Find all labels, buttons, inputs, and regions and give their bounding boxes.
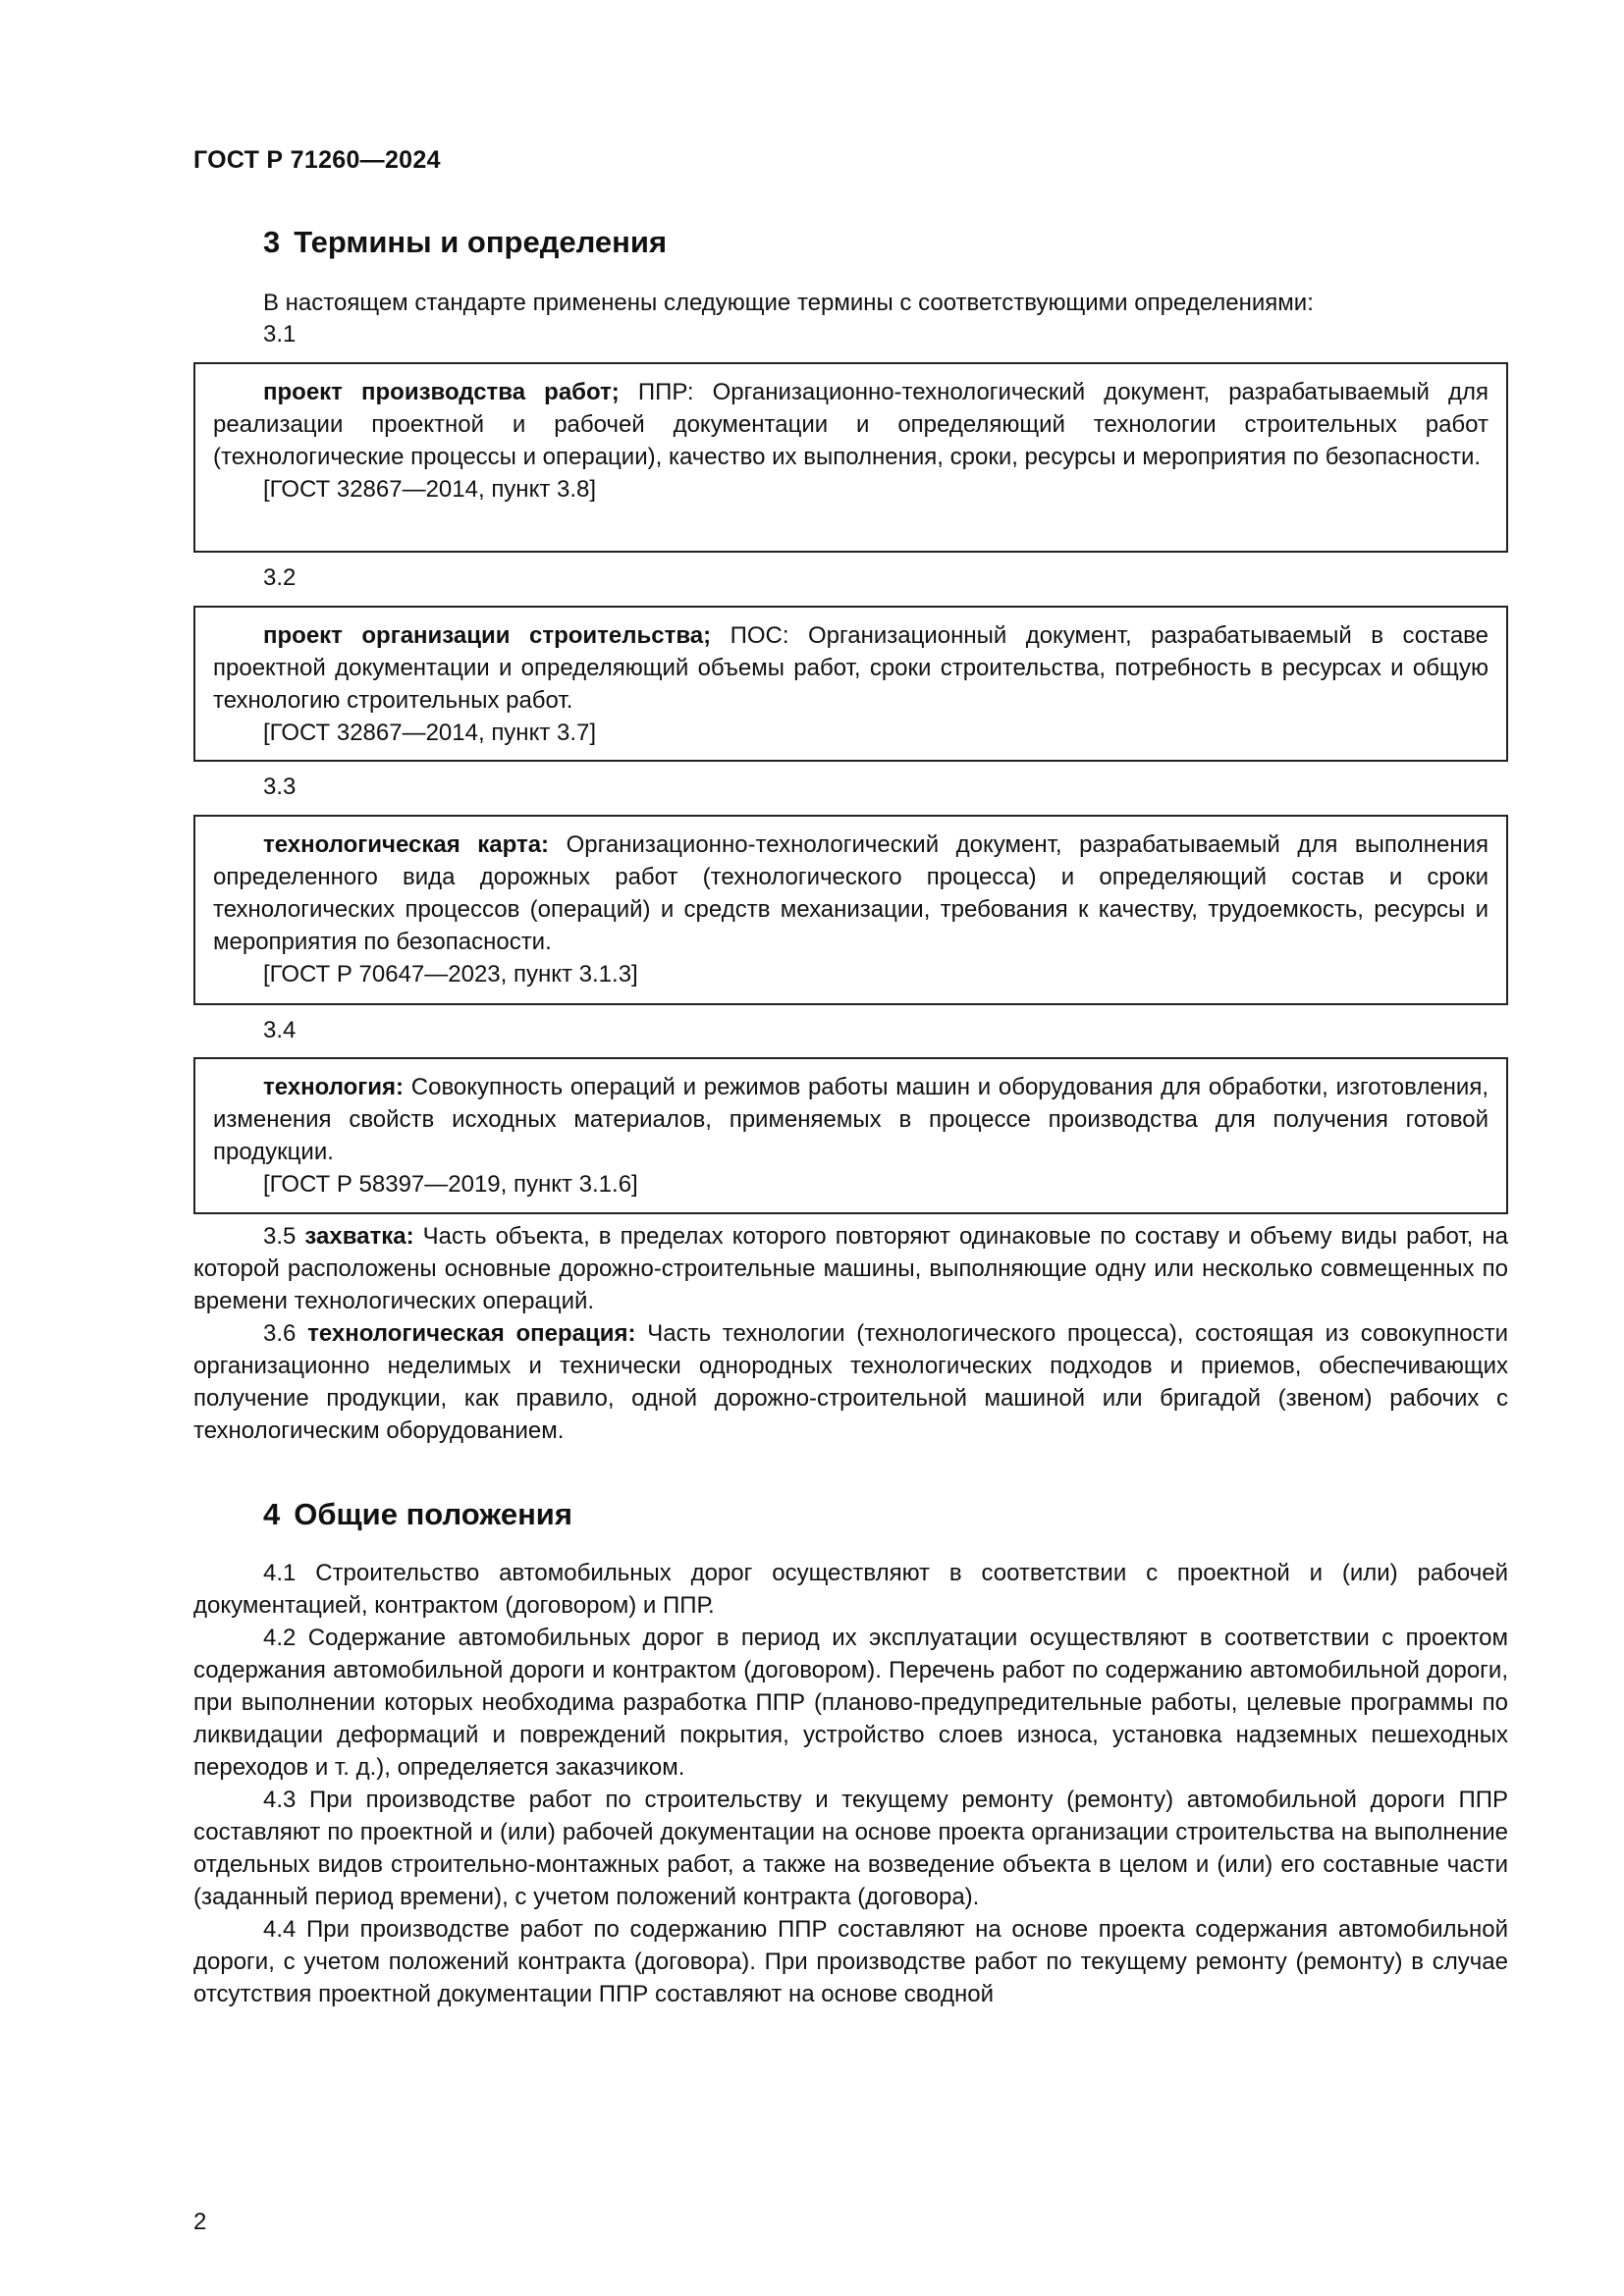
paragraph-4-1: 4.1 Строительство автомобильных дорог осуществляют в соответствии с проектной и (или) рабочей документацией, контрактом (договором) и ППР. — [193, 1560, 1508, 1619]
term-box — [193, 1057, 1508, 1214]
term-text: ППР: Организационно-технологический документ, разрабатываемый для реализации проектной и рабочей документации и определяющий технологии строительных работ (технологические процессы и операции), качество их выполнения, сроки, ресурсы и мероприятия по безопасности. — [213, 379, 1489, 470]
section-4-paragraphs — [193, 1557, 1508, 2010]
term-name: захватка: — [304, 1223, 414, 1250]
section-3-number: 3 — [263, 225, 281, 259]
term-definition — [213, 376, 1489, 473]
term-number: 3.2 — [263, 564, 297, 591]
section-4-title: Общие положения — [294, 1497, 572, 1531]
term-box — [193, 362, 1508, 553]
section-3-heading — [263, 225, 667, 260]
paragraph-4-4: 4.4 При производстве работ по содержанию ППР составляют на основе проекта содержания автомобильной дороги, с учетом положений контракта (договора). При производстве работ по текущему ремонту (ремонту) в случае отсутствия проектной документации ППР составляют на основе сводной — [193, 1916, 1508, 2007]
term-name: технология: — [263, 1074, 405, 1100]
term-definition — [213, 619, 1489, 717]
term-source: [ГОСТ Р 70647—2023, пункт 3.1.3] — [263, 961, 638, 988]
term-text: ПОС: Организационный документ, разрабатываемый в составе проектной документации и определяющий объемы работ, сроки строительства, потребность в ресурсах и общую технологию строительных работ. — [213, 622, 1489, 714]
term-text: Часть технологии (технологического процесса), состоящая из совокупности организационно неделимых и технически однородных технологических подходов и приемов, обеспечивающих получение продукции, как правило, одной дорожно-строительной машиной или бригадой (звеном) рабочих с технологическим оборудованием. — [193, 1320, 1509, 1444]
term-definition — [213, 828, 1489, 958]
term-number: 3.1 — [263, 321, 297, 347]
section-4-heading — [263, 1497, 572, 1532]
paragraph-number: 3.5 — [263, 1223, 305, 1250]
section-3-title: Термины и определения — [294, 225, 668, 259]
section-4-number: 4 — [263, 1497, 281, 1531]
document-code: ГОСТ Р 71260—2024 — [193, 146, 441, 174]
term-number: 3.3 — [263, 774, 297, 800]
paragraph-4-2: 4.2 Содержание автомобильных дорог в период их эксплуатации осуществляют в соответствии с проектом содержания автомобильной дороги и контрактом (договором). Перечень работ по содержанию автомобильной дороги, при выполнении которых необходима разработка ППР (планово-предупредительные работы, целевые программы по ликвидации деформаций и повреждений покрытия, устройство слоев износа, установка надземных пешеходных переходов и т. д.), определяется заказчиком. — [193, 1625, 1508, 1781]
term-name: проект организации строительства; — [263, 622, 712, 649]
term-text: Часть объекта, в пределах которого повторяют одинаковые по составу и объему виды работ, на которой расположены основные дорожно-строительные машины, выполняющие одну или несколько совмещенных по времени технологических операций. — [193, 1223, 1508, 1314]
paragraph-3-5 — [193, 1220, 1508, 1317]
term-source: [ГОСТ Р 58397—2019, пункт 3.1.6] — [263, 1171, 638, 1198]
section-3-paragraphs — [193, 1220, 1508, 1447]
term-name: технологическая карта: — [263, 831, 550, 858]
term-number: 3.4 — [263, 1017, 297, 1043]
term-name: технологическая операция: — [307, 1320, 636, 1347]
paragraph-number: 3.6 — [263, 1320, 308, 1347]
term-box — [193, 815, 1508, 1005]
paragraph-4-3: 4.3 При производстве работ по строительству и текущему ремонту (ремонту) автомобильной дороги ППР составляют по проектной и (или) рабочей документации на основе проекта организации строительства на выполнение отдельных видов строительно-монтажных работ, а также на возведение объекта в целом и (или) его составные части (заданный период времени), с учетом положений контракта (договора). — [193, 1787, 1508, 1910]
section-3-intro: В настоящем стандарте применены следующие термины с соответствующими определениями: — [263, 290, 1314, 316]
term-box — [193, 606, 1508, 762]
term-source: [ГОСТ 32867—2014, пункт 3.8] — [263, 476, 597, 503]
term-name: проект производства работ; — [263, 379, 620, 405]
paragraph-3-6 — [193, 1317, 1508, 1447]
term-source: [ГОСТ 32867—2014, пункт 3.7] — [263, 720, 597, 746]
term-text: Совокупность операций и режимов работы машин и оборудования для обработки, изготовления, изменения свойств исходных материалов, применяемых в процессе производства для получения готовой продукции. — [213, 1074, 1489, 1165]
term-definition — [213, 1071, 1489, 1168]
page-number: 2 — [193, 2209, 207, 2235]
term-text: Организационно-технологический документ, разрабатываемый для выполнения определенного вида дорожных работ (технологического процесса) и определяющий состав и сроки технологических процессов (операций) и средств механизации, требования к качеству, трудоемкость, ресурсы и мероприятия по безопасности. — [213, 831, 1489, 955]
